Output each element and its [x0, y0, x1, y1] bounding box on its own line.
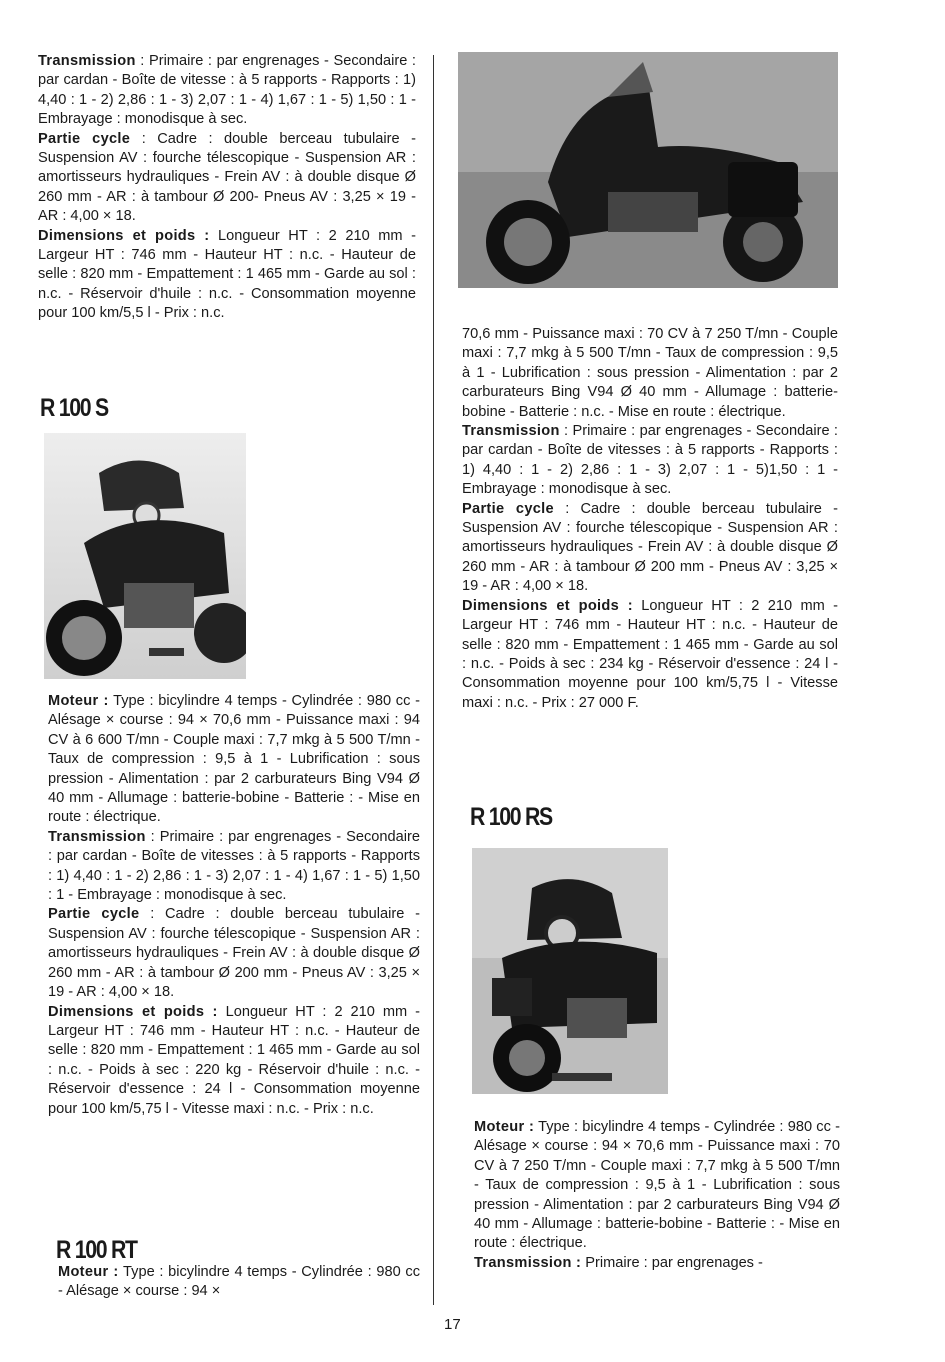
transmission-label: Transmission — [462, 423, 560, 440]
partie-cycle-label: Partie cycle — [38, 130, 131, 147]
r100rs-photo — [472, 848, 668, 1094]
r100rt-moteur-start: Moteur : Type : bicylindre 4 temps - Cylindrée : 980 cc - Alésage × course : 94 × — [58, 1264, 420, 1300]
page-number: 17 — [444, 1316, 461, 1333]
transmission-paragraph: Transmission : Primaire : par engrenages - Secondaire : par cardan - Boîte de vitesses : à 5 rapports - Rapports : 1) 4,40 : 1 - 2) 2,86 : 1 - 3) 2,07 : 1 - 4) 1,67 : 1 - 5) 1,50 : 1 - Embrayage : monodisque à sec. — [48, 828, 420, 904]
partie-cycle-paragraph: Partie cycle : Cadre : double berceau tubulaire - Suspension AV : fourche télescopique - Suspension AR : amortisseurs hydrauliques - Frein AV : à double disque Ø 260 mm - AR : à tambour Ø 200- Pneus AV : 3,25 × 19 - AR : 4,00 × 18. — [38, 130, 416, 225]
moteur-paragraph: Moteur : Type : bicylindre 4 temps - Cylindrée : 980 cc - Alésage × course : 94 × 70,6 mm - Puissance maxi : 70 CV à 7 250 T/mn - Couple maxi : 7,7 mkg à 5 500 T/mn - Taux de compression : 9,5 à 1 - Lubrification : sous pression - Alimentation : par 2 carburateurs Bing V94 Ø 40 mm - Allumage : batterie-bobine - Batterie : - Mise en route : électrique. — [474, 1119, 840, 1252]
section-title-r100rt: R 100 RT — [56, 1236, 137, 1264]
partie-cycle-paragraph: Partie cycle : Cadre : double berceau tubulaire - Suspension AV : fourche télescopique - Suspension AR : amortisseurs hydrauliques - Frein AV : à double disque Ø 260 mm - AR : à tambour Ø 200 mm - Pneus AV : 3,25 × 19 - AR : 4,00 × 18. — [462, 500, 838, 595]
r100rs-specs — [474, 1118, 840, 1273]
dimensions-paragraph: Dimensions et poids : Longueur HT : 2 210 mm - Largeur HT : 746 mm - Hauteur HT : n.c. - Hauteur de selle : 820 mm - Empattement : 1 465 mm - Garde au sol : n.c. - Réservoir d'huile : n.c. - Consommation moyenne pour 100 km/5,5 l - Prix : n.c. — [38, 227, 416, 322]
dimensions-paragraph: Dimensions et poids : Longueur HT : 2 210 mm - Largeur HT : 746 mm - Hauteur HT : n.c. - Hauteur de selle : 820 mm - Empattement : 1 465 mm - Garde au sol : n.c. - Poids à sec : 220 kg - Réservoir d'huile : n.c. - Réservoir d'essence : 24 l - Consommation moyenne pour 100 km/5,75 l - Vitesse maxi : n.c. - Prix : n.c. — [48, 1003, 420, 1117]
column-divider — [433, 55, 434, 1305]
transmission-label: Transmission — [38, 53, 136, 69]
r100s-specs — [48, 692, 420, 1119]
dimensions-label: Dimensions et poids : — [462, 597, 633, 614]
transmission-paragraph: Transmission : Primaire : par engrenages - Secondaire : par cardan - Boîte de vitesses : à 5 rapports - Rapports : 1) 4,40 : 1 - 2) 2,86 : 1 - 3) 2,07 : 1 - 5)1,50 : 1 - Embrayage : monodisque à sec. — [462, 423, 838, 498]
left-top-specs — [38, 52, 416, 324]
moteur-label: Moteur : — [48, 693, 109, 709]
r100rt-photo — [458, 52, 838, 288]
transmission-label: Transmission : — [474, 1254, 582, 1271]
moteur-paragraph: Moteur : Type : bicylindre 4 temps - Cylindrée : 980 cc - Alésage × course : 94 × 70,6 mm - Puissance maxi : 94 CV à 6 600 T/mn - Couple maxi : 7,7 mkg à 5 500 T/mn - Taux de compression : 9,5 à 1 - Lubrification : sous pression - Alimentation : par 2 carburateurs Bing V94 Ø 40 mm - Allumage : batterie-bobine - Batterie : - Mise en route : électrique. — [48, 693, 420, 826]
dimensions-label: Dimensions et poids : — [48, 1003, 218, 1020]
transmission-paragraph: Transmission : Primaire : par engrenages - Secondaire : par cardan - Boîte de vitesse : à 5 rapports - Rapports : 1) 4,40 : 1 - 2) 2,86 : 1 - 3) 2,07 : 1 - 4) 1,67 : 1 - 5) 1,50 : 1 - Embrayage : monodisque à sec. — [38, 53, 416, 128]
transmission-label: Transmission — [48, 828, 146, 845]
r100rt-specs — [462, 325, 838, 713]
moteur-label: Moteur : — [474, 1119, 535, 1135]
section-title-r100rs: R 100 RS — [470, 803, 552, 831]
dimensions-label: Dimensions et poids : — [38, 227, 210, 244]
moteur-continued: 70,6 mm - Puissance maxi : 70 CV à 7 250 T/mn - Couple maxi : 7,7 mkg à 5 500 T/mn - Taux de compression : 9,5 à 1 - Lubrification : sous pression - Alimentation : par 2 carburateurs Bing V94 Ø 40 mm - Allumage : batterie-bobine - Batterie : n.c. - Mise en route : électrique. — [462, 326, 838, 420]
partie-cycle-paragraph: Partie cycle : Cadre : double berceau tubulaire - Suspension AV : fourche télescopique - Suspension AR : amortisseurs hydrauliques - Frein AV : à double disque Ø 260 mm - AR : à tambour Ø 200 mm - Pneus AV : 3,25 × 19 - AR : 4,00 × 18. — [48, 906, 420, 1001]
dimensions-paragraph: Dimensions et poids : Longueur HT : 2 210 mm - Largeur HT : 746 mm - Hauteur HT : n.c. - Hauteur de selle : 820 mm - Empattement : 1 465 mm - Garde au sol : n.c. - Poids à sec : 234 kg - Réservoir d'essence : 24 l - Consommation moyenne pour 100 km/5,75 l - Vitesse maxi : n.c. - Prix : 27 000 F. — [462, 597, 838, 711]
partie-cycle-label: Partie cycle — [462, 500, 554, 517]
r100s-photo — [44, 433, 246, 679]
transmission-paragraph: Transmission : Primaire : par engrenages - — [474, 1254, 763, 1271]
section-title-r100s: R 100 S — [40, 394, 108, 422]
partie-cycle-label: Partie cycle — [48, 906, 140, 923]
moteur-label: Moteur : — [58, 1264, 119, 1280]
